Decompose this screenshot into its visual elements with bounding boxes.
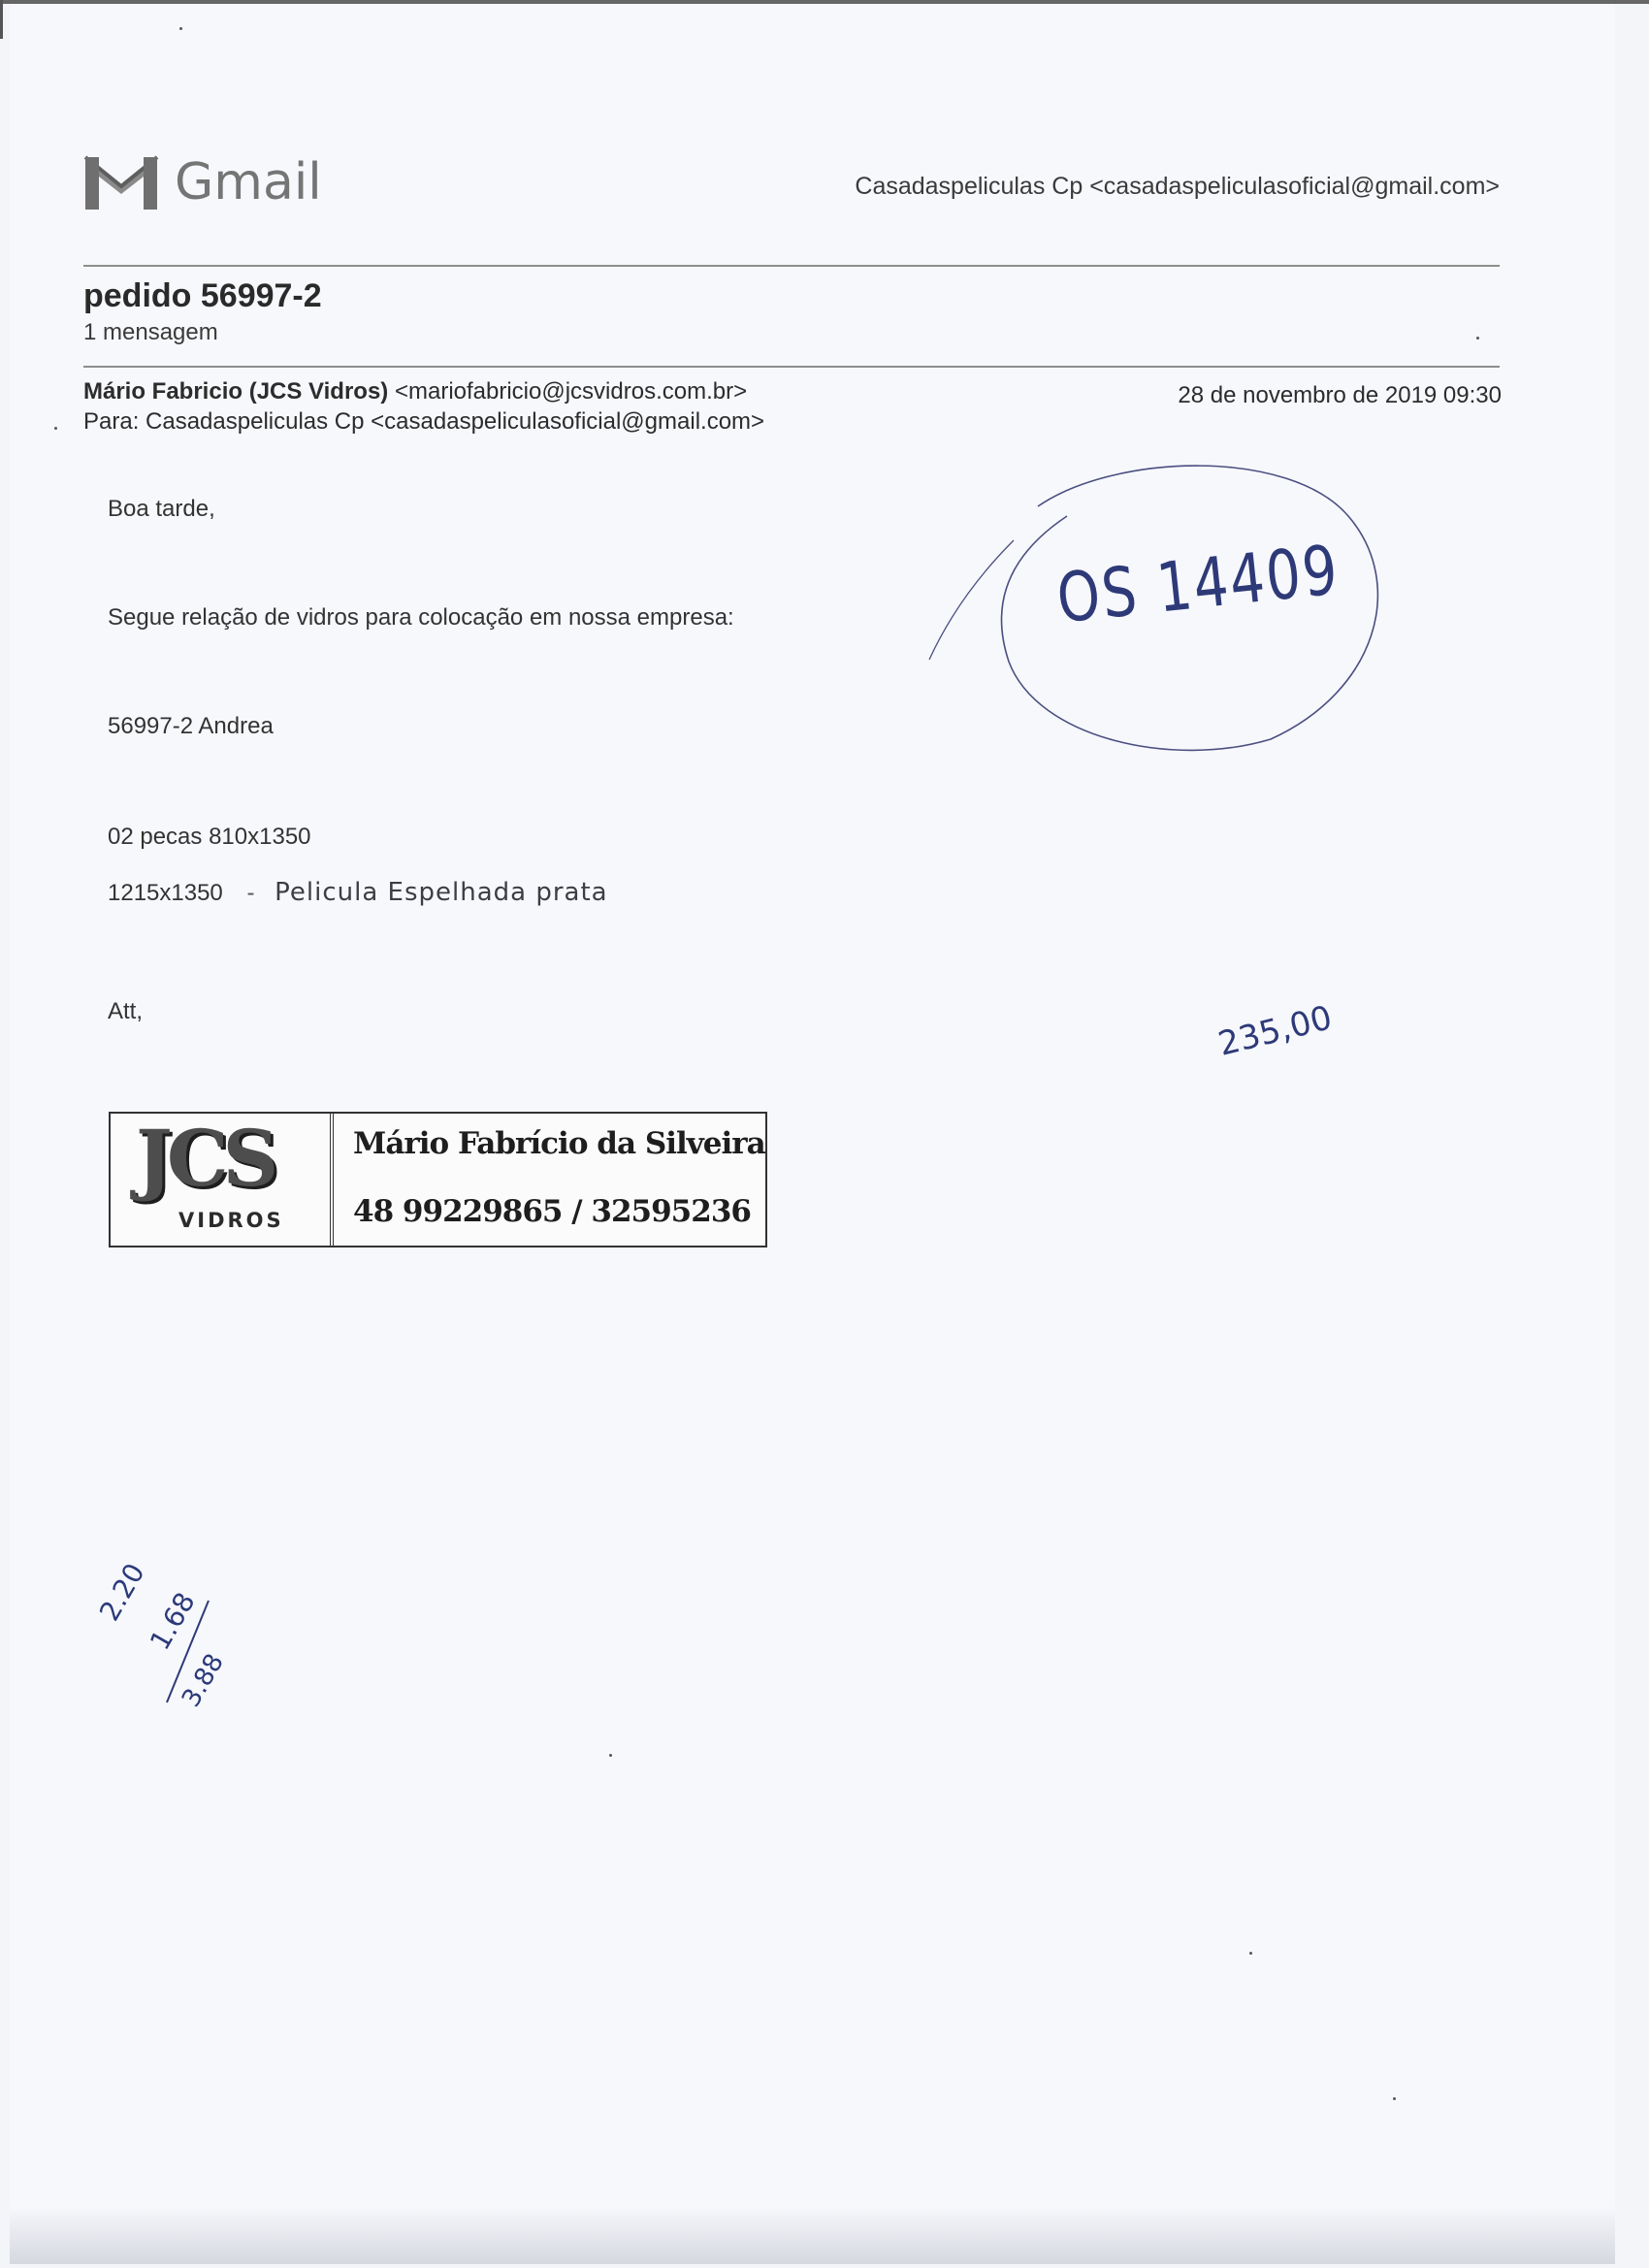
scan-speck [1249, 1952, 1252, 1955]
item-dimensions: 1215x1350 [108, 880, 223, 906]
gmail-logo [81, 151, 322, 213]
item-line-1: 02 pecas 810x1350 [108, 824, 311, 850]
scan-speck [609, 1754, 612, 1757]
sender-line [83, 378, 747, 405]
scan-speck [179, 27, 182, 30]
handwritten-os-number: OS 14409 [1053, 531, 1343, 639]
scan-edge-left [0, 0, 3, 39]
scan-shadow [10, 2206, 1615, 2264]
thread-subject: pedido 56997-2 [83, 277, 322, 314]
gmail-wordmark: Gmail [175, 153, 322, 211]
film-note: Pelicula Espelhada prata [275, 878, 608, 907]
header-divider [83, 265, 1500, 267]
order-reference: 56997-2 Andrea [108, 713, 274, 739]
intro-text: Segue relação de vidros para colocação em nossa empresa: [108, 604, 734, 631]
jcs-vidros-logo [111, 1114, 334, 1246]
scan-speck [1476, 337, 1479, 340]
account-address: Casadaspeliculas Cp <casadaspeliculasoficial@gmail.com> [855, 173, 1500, 200]
logo-main-text: JCS [136, 1113, 274, 1204]
handwritten-calc-b: 1.68 [144, 1587, 202, 1656]
sender-email: <mariofabricio@jcsvidros.com.br> [394, 378, 748, 405]
scan-speck [54, 427, 57, 430]
message-count: 1 mensagem [83, 319, 218, 345]
signature-name: Mário Fabrício da Silveira [353, 1126, 765, 1161]
gmail-envelope-icon [81, 151, 161, 213]
logo-sub-text: VIDROS [178, 1209, 284, 1232]
recipient-line: Para: Casadaspeliculas Cp <casadaspeliculasoficial@gmail.com> [83, 408, 765, 435]
item-separator: - [246, 880, 255, 906]
handwritten-calc-a: 2.20 [93, 1558, 151, 1627]
signature-info [334, 1114, 765, 1246]
closing: Att, [108, 998, 144, 1024]
item-line-2 [108, 878, 608, 907]
sender-name: Mário Fabricio (JCS Vidros) [83, 378, 389, 405]
subject-divider [83, 366, 1500, 368]
handwritten-calc-c: 3.88 [177, 1648, 230, 1712]
handwritten-price: 235,00 [1214, 998, 1337, 1064]
signature-phones: 48 99229865 / 32595236 [353, 1194, 751, 1229]
email-signature [109, 1112, 767, 1247]
message-date: 28 de novembro de 2019 09:30 [1178, 382, 1502, 408]
greeting: Boa tarde, [108, 496, 215, 522]
scan-speck [1393, 2097, 1396, 2100]
